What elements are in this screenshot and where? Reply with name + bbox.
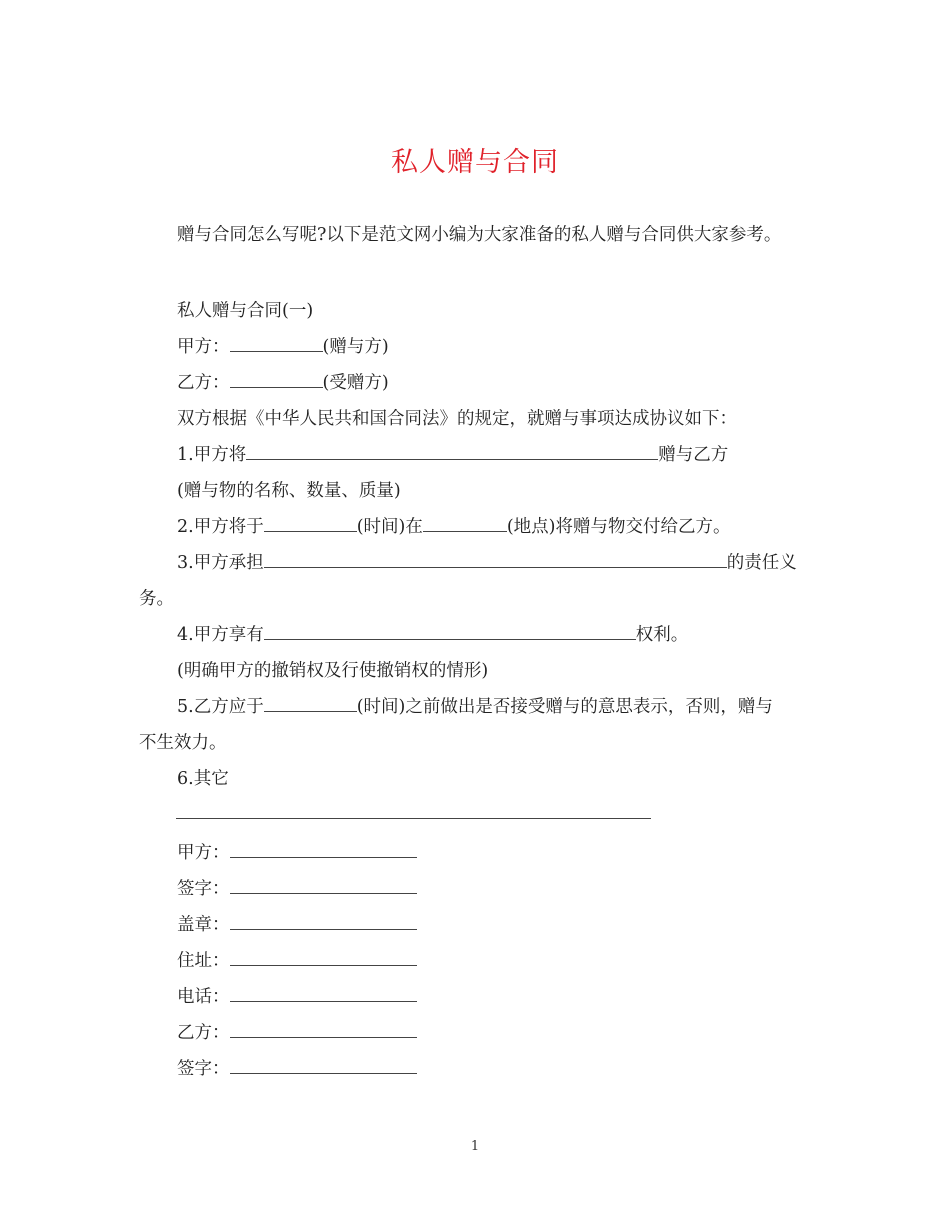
signature-field-label: 乙方： — [177, 1023, 230, 1043]
signature-field — [177, 1019, 417, 1044]
signature-field — [177, 1055, 417, 1080]
item-3-suffix: 的责任义 — [726, 553, 797, 573]
party-b-line — [177, 369, 389, 394]
item-5-continuation: 不生效力。 — [139, 733, 227, 753]
page-number: 1 — [470, 1139, 480, 1154]
signature-field-label: 签字： — [177, 879, 230, 899]
item-4-suffix: 权利。 — [635, 625, 689, 645]
intro-paragraph: 赠与合同怎么写呢?以下是范文网小编为大家准备的私人赠与合同供大家参考。 — [177, 225, 782, 245]
party-b-suffix: (受赠方) — [322, 373, 389, 393]
signature-field — [177, 839, 417, 864]
item-1-note: (赠与物的名称、数量、质量) — [177, 481, 401, 501]
item-1-suffix: 赠与乙方 — [658, 445, 729, 465]
item-3-line — [177, 549, 797, 574]
signature-field — [177, 911, 417, 936]
signature-field-blank — [230, 915, 417, 930]
party-b-label: 乙方： — [177, 373, 230, 393]
party-a-blank — [230, 337, 323, 352]
item-2-time-blank — [264, 517, 357, 532]
item-1-prefix: 1.甲方将 — [177, 445, 247, 465]
item-4-prefix: 4.甲方享有 — [177, 625, 264, 645]
party-b-blank — [230, 373, 323, 388]
signature-field-blank — [230, 1023, 417, 1038]
party-a-suffix: (赠与方) — [322, 337, 389, 357]
signature-field-label: 甲方： — [177, 843, 230, 863]
signature-field-blank — [230, 1059, 417, 1074]
signature-field — [177, 983, 417, 1008]
item-2-mid: (时间)在 — [356, 517, 423, 537]
item-4-note: (明确甲方的撤销权及行使撤销权的情形) — [177, 661, 489, 681]
item-3-continuation: 务。 — [139, 589, 174, 609]
item-5-line — [177, 693, 773, 718]
item-2-line — [177, 513, 731, 538]
signature-field-label: 签字： — [177, 1059, 230, 1079]
item-3-blank — [264, 553, 727, 568]
signature-field-label: 住址： — [177, 951, 230, 971]
item-3-prefix: 3.甲方承担 — [177, 553, 264, 573]
item-4-blank — [264, 625, 636, 640]
party-a-label: 甲方： — [177, 337, 230, 357]
party-a-line — [177, 333, 389, 358]
item-1-line — [177, 441, 728, 466]
signature-field-blank — [230, 843, 417, 858]
section-heading: 私人赠与合同(一) — [177, 301, 314, 321]
signature-field — [177, 875, 417, 900]
signature-field — [177, 947, 417, 972]
signature-field-label: 盖章： — [177, 915, 230, 935]
item-5-blank — [264, 697, 357, 712]
item-2-prefix: 2.甲方将于 — [177, 517, 264, 537]
item-1-blank — [246, 445, 658, 460]
item-6-line: 6.其它 — [177, 769, 229, 789]
agreement-line: 双方根据《中华人民共和国合同法》的规定，就赠与事项达成协议如下： — [177, 409, 737, 429]
signature-field-blank — [230, 987, 417, 1002]
item-4-line — [177, 621, 688, 646]
item-2-suffix: (地点)将赠与物交付给乙方。 — [506, 517, 731, 537]
item-6-blank-line — [176, 818, 651, 819]
signature-field-blank — [230, 879, 417, 894]
item-5-suffix: (时间)之前做出是否接受赠与的意思表示，否则，赠与 — [356, 697, 773, 717]
item-5-prefix: 5.乙方应于 — [177, 697, 264, 717]
signature-field-blank — [230, 951, 417, 966]
signature-field-label: 电话： — [177, 987, 230, 1007]
item-2-place-blank — [423, 517, 507, 532]
document-title: 私人赠与合同 — [391, 147, 559, 178]
